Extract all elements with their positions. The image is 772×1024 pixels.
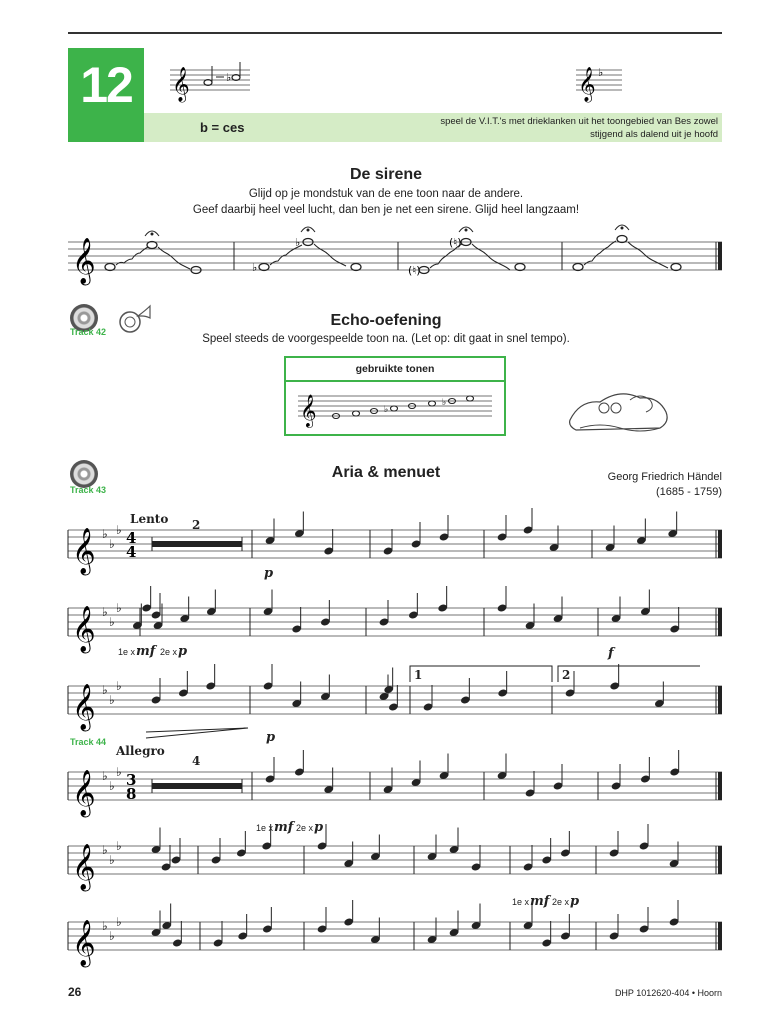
dyn-1x-label: 1e x bbox=[256, 823, 274, 833]
flat-icon: ♭ bbox=[116, 523, 122, 537]
sirene-title: De sirene bbox=[349, 166, 423, 183]
final-barline bbox=[718, 922, 722, 950]
multirest-count: 4 bbox=[192, 754, 201, 768]
svg-text:♭: ♭ bbox=[295, 236, 301, 249]
flat-icon: ♭ bbox=[116, 839, 122, 853]
tempo-lento: Lento bbox=[130, 512, 169, 526]
aria-title: Aria & menuet bbox=[331, 464, 441, 481]
dyn-1x-label: 1e x bbox=[512, 897, 530, 907]
final-barline bbox=[718, 530, 722, 558]
flat-icon: ♭ bbox=[116, 765, 122, 779]
flat-icon: ♭ bbox=[116, 601, 122, 615]
volta-1: 1 bbox=[414, 668, 423, 682]
svg-text:(♮): (♮) bbox=[408, 264, 421, 277]
flat-icon: ♭ bbox=[109, 853, 115, 867]
sirene-instruction-1: Glijd op je mondstuk van de ene toon naar de andere. bbox=[248, 188, 524, 200]
dynamic-p: p bbox=[264, 566, 274, 581]
multirest bbox=[152, 783, 242, 789]
flat-icon: ♭ bbox=[102, 605, 108, 619]
treble-clef-icon: 𝄞 bbox=[578, 67, 596, 102]
treble-clef-icon: 𝄞 bbox=[300, 394, 317, 427]
dyn-2x-label: 2e x bbox=[552, 897, 570, 907]
final-barline bbox=[718, 608, 722, 636]
flat-icon: ♭ bbox=[109, 693, 115, 707]
flat-icon: ♭ bbox=[598, 66, 604, 79]
note-rule: b = ces bbox=[200, 120, 245, 135]
treble-clef-icon: 𝄞 bbox=[72, 844, 96, 890]
flat-icon: ♭ bbox=[102, 527, 108, 541]
treble-clef-icon: 𝄞 bbox=[72, 606, 96, 652]
volta-bracket-1 bbox=[410, 666, 552, 682]
final-barline bbox=[718, 772, 722, 800]
flat-icon: ♭ bbox=[116, 915, 122, 929]
dynamic-mf: mf bbox=[530, 894, 550, 909]
dyn-2x-label: 2e x bbox=[296, 823, 314, 833]
composer-years: (1685 - 1759) bbox=[655, 486, 722, 498]
track-44-label: Track 44 bbox=[70, 737, 107, 747]
dynamic-mf: mf bbox=[136, 644, 156, 659]
svg-text:♭: ♭ bbox=[384, 405, 389, 415]
track-42-label: Track 42 bbox=[70, 327, 107, 337]
multirest-count: 2 bbox=[192, 518, 201, 532]
lesson-number: 12 bbox=[80, 57, 132, 113]
decrescendo-hairpin bbox=[146, 728, 248, 738]
tempo-allegro: Allegro bbox=[116, 744, 165, 758]
dyn-2x-label: 2e x bbox=[160, 647, 178, 657]
time-signature: 4 bbox=[126, 529, 137, 547]
treble-clef-icon: 𝄞 bbox=[72, 238, 96, 284]
flat-icon: ♭ bbox=[109, 779, 115, 793]
dyn-1x-label: 1e x bbox=[118, 647, 136, 657]
echo-title: Echo-oefening bbox=[330, 312, 442, 329]
svg-text:♭: ♭ bbox=[252, 261, 258, 274]
flat-icon: ♭ bbox=[102, 843, 108, 857]
used-notes-title: gebruikte tonen bbox=[286, 358, 504, 382]
page-number: 26 bbox=[68, 985, 82, 999]
flat-icon: ♭ bbox=[109, 537, 115, 551]
treble-clef-icon: 𝄞 bbox=[72, 528, 96, 574]
composer-name: Georg Friedrich Händel bbox=[607, 471, 722, 483]
treble-clef-icon: 𝄞 bbox=[172, 67, 190, 102]
time-signature: 8 bbox=[126, 785, 137, 803]
track-43-label: Track 43 bbox=[70, 485, 107, 495]
vit-instruction: speel de V.I.T.'s met drieklanken uit het toongebied van Bes zowel stijgend als dalend uit je hoofd bbox=[440, 116, 718, 140]
treble-clef-icon: 𝄞 bbox=[72, 920, 96, 966]
final-barline bbox=[718, 686, 722, 714]
volta-2: 2 bbox=[562, 668, 571, 682]
dynamic-p: p bbox=[570, 894, 580, 909]
echo-instruction: Speel steeds de voorgespeelde toon na. (Let op: dit gaat in snel tempo). bbox=[202, 333, 570, 345]
treble-clef-icon: 𝄞 bbox=[72, 684, 96, 730]
dynamic-mf: mf bbox=[274, 820, 294, 835]
flat-icon: ♭ bbox=[102, 919, 108, 933]
dynamic-f: f bbox=[608, 646, 614, 661]
svg-text:♭: ♭ bbox=[442, 398, 447, 408]
svg-text:(♮): (♮) bbox=[449, 236, 462, 249]
flat-icon: ♭ bbox=[102, 769, 108, 783]
svg-text:♭: ♭ bbox=[226, 71, 232, 84]
catalog-number: DHP 1012620-404 • Hoorn bbox=[614, 988, 722, 998]
multirest bbox=[152, 541, 242, 547]
volta-bracket-2 bbox=[558, 666, 700, 682]
flat-icon: ♭ bbox=[116, 679, 122, 693]
flat-icon: ♭ bbox=[102, 683, 108, 697]
flat-icon: ♭ bbox=[109, 929, 115, 943]
time-signature: 4 bbox=[126, 543, 137, 561]
sirene-instruction-2: Geef daarbij heel veel lucht, dan ben je net een sirene. Glijd heel langzaam! bbox=[192, 204, 580, 216]
dynamic-p: p bbox=[314, 820, 324, 835]
final-barline bbox=[718, 846, 722, 874]
treble-clef-icon: 𝄞 bbox=[72, 770, 96, 816]
time-signature: 3 bbox=[126, 771, 137, 789]
dynamic-p: p bbox=[178, 644, 188, 659]
dynamic-p: p bbox=[266, 730, 276, 745]
flat-icon: ♭ bbox=[109, 615, 115, 629]
